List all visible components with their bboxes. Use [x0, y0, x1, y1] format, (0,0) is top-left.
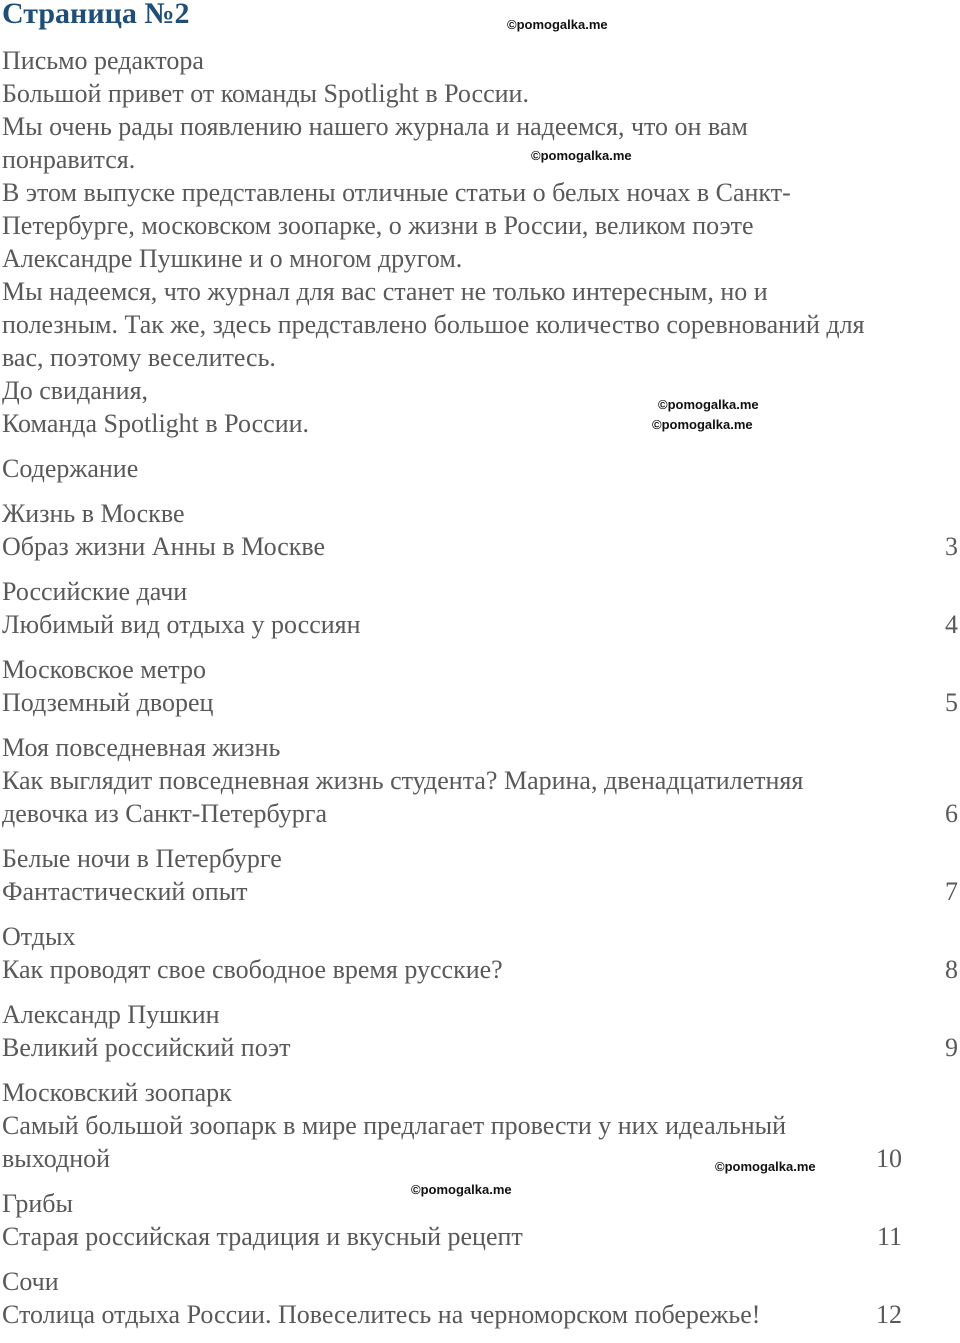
letter-line: вас, поэтому веселитесь.: [2, 343, 276, 372]
toc-entry-page: 3: [945, 532, 958, 561]
toc-entry-title: Отдых: [2, 922, 76, 951]
toc-entry-title: Жизнь в Москве: [2, 499, 185, 528]
watermark: ©pomogalka.me: [531, 148, 632, 163]
letter-line: В этом выпуске представлены отличные статьи о белых ночах в Санкт-: [2, 178, 791, 207]
toc-entry-title: Московский зоопарк: [2, 1078, 232, 1107]
watermark: ©pomogalka.me: [715, 1159, 816, 1174]
letter-line: Мы очень рады появлению нашего журнала и надеемся, что он вам: [2, 112, 748, 141]
toc-entry-desc: Самый большой зоопарк в мире предлагает провести у них идеальный выходной: [2, 1111, 786, 1173]
toc-entry-page: 9: [945, 1033, 958, 1062]
watermark: ©pomogalka.me: [652, 417, 753, 432]
toc-entry-page: 8: [945, 955, 958, 984]
letter-line: Большой привет от команды Spotlight в России.: [2, 79, 529, 108]
watermark: ©pomogalka.me: [658, 397, 759, 412]
toc-entry-desc: Подземный дворец: [2, 688, 214, 717]
watermark: ©pomogalka.me: [507, 17, 608, 32]
toc-entry-title: Российские дачи: [2, 577, 188, 606]
toc-entry-desc: Как проводят свое свободное время русские?: [2, 955, 503, 984]
toc-entry-page: 10: [876, 1144, 902, 1173]
toc-entry-title: Белые ночи в Петербурге: [2, 844, 282, 873]
toc-entry-desc: Столица отдыха России. Повеселитесь на черноморском побережье!: [2, 1300, 761, 1329]
toc-entry: [2, 920, 958, 986]
toc-entry-title: Александр Пушкин: [2, 1000, 220, 1029]
letter-signoff: До свидания,: [2, 376, 149, 405]
toc-heading: Содержание: [2, 454, 139, 483]
letter-signature: Команда Spotlight в России.: [2, 409, 310, 438]
toc-entry-title: Сочи: [2, 1267, 59, 1296]
toc-entry-title: Моя повседневная жизнь: [2, 733, 281, 762]
toc-entry: [2, 998, 958, 1064]
toc-entry-page: 6: [945, 799, 958, 828]
toc-entry: [2, 653, 958, 719]
toc-entry-page: 5: [945, 688, 958, 717]
watermark: ©pomogalka.me: [411, 1182, 512, 1197]
toc-entry-page: 4: [945, 610, 958, 639]
toc-entry: [2, 575, 958, 641]
toc-entry-desc: Фантастический опыт: [2, 877, 248, 906]
letter-line: Петербурге, московском зоопарке, о жизни в России, великом поэте: [2, 211, 754, 240]
letter-line: полезным. Так же, здесь представлено большое количество соревнований для: [2, 310, 865, 339]
toc-entry-title: Московское метро: [2, 655, 206, 684]
toc-entry: [2, 1265, 958, 1331]
page-title: Страница №2: [2, 0, 190, 30]
editor-letter: [2, 44, 958, 440]
toc-entry: [2, 842, 958, 908]
toc-entry-desc: Любимый вид отдыха у россиян: [2, 610, 361, 639]
letter-line: Александре Пушкине и о многом другом.: [2, 244, 463, 273]
toc-entry: [2, 497, 958, 563]
letter-line: понравится.: [2, 145, 136, 174]
table-of-contents: [2, 497, 958, 1343]
toc-entry-desc: Как выглядит повседневная жизнь студента? Марина, двенадцатилетняя девочка из Санкт-Петербурга: [2, 766, 804, 828]
toc-entry-desc: Великий российский поэт: [2, 1033, 291, 1062]
letter-line: Мы надеемся, что журнал для вас станет не только интересным, но и: [2, 277, 768, 306]
toc-entry: [2, 731, 958, 830]
toc-entry-desc: Старая российская традиция и вкусный рецепт: [2, 1222, 523, 1251]
toc-entry-page: 12: [876, 1300, 902, 1329]
letter-heading: Письмо редактора: [2, 46, 204, 75]
toc-entry-page: 7: [945, 877, 958, 906]
toc-entry-page: 11: [876, 1222, 902, 1251]
toc-entry-title: Грибы: [2, 1189, 74, 1218]
toc-entry-desc: Образ жизни Анны в Москве: [2, 532, 326, 561]
